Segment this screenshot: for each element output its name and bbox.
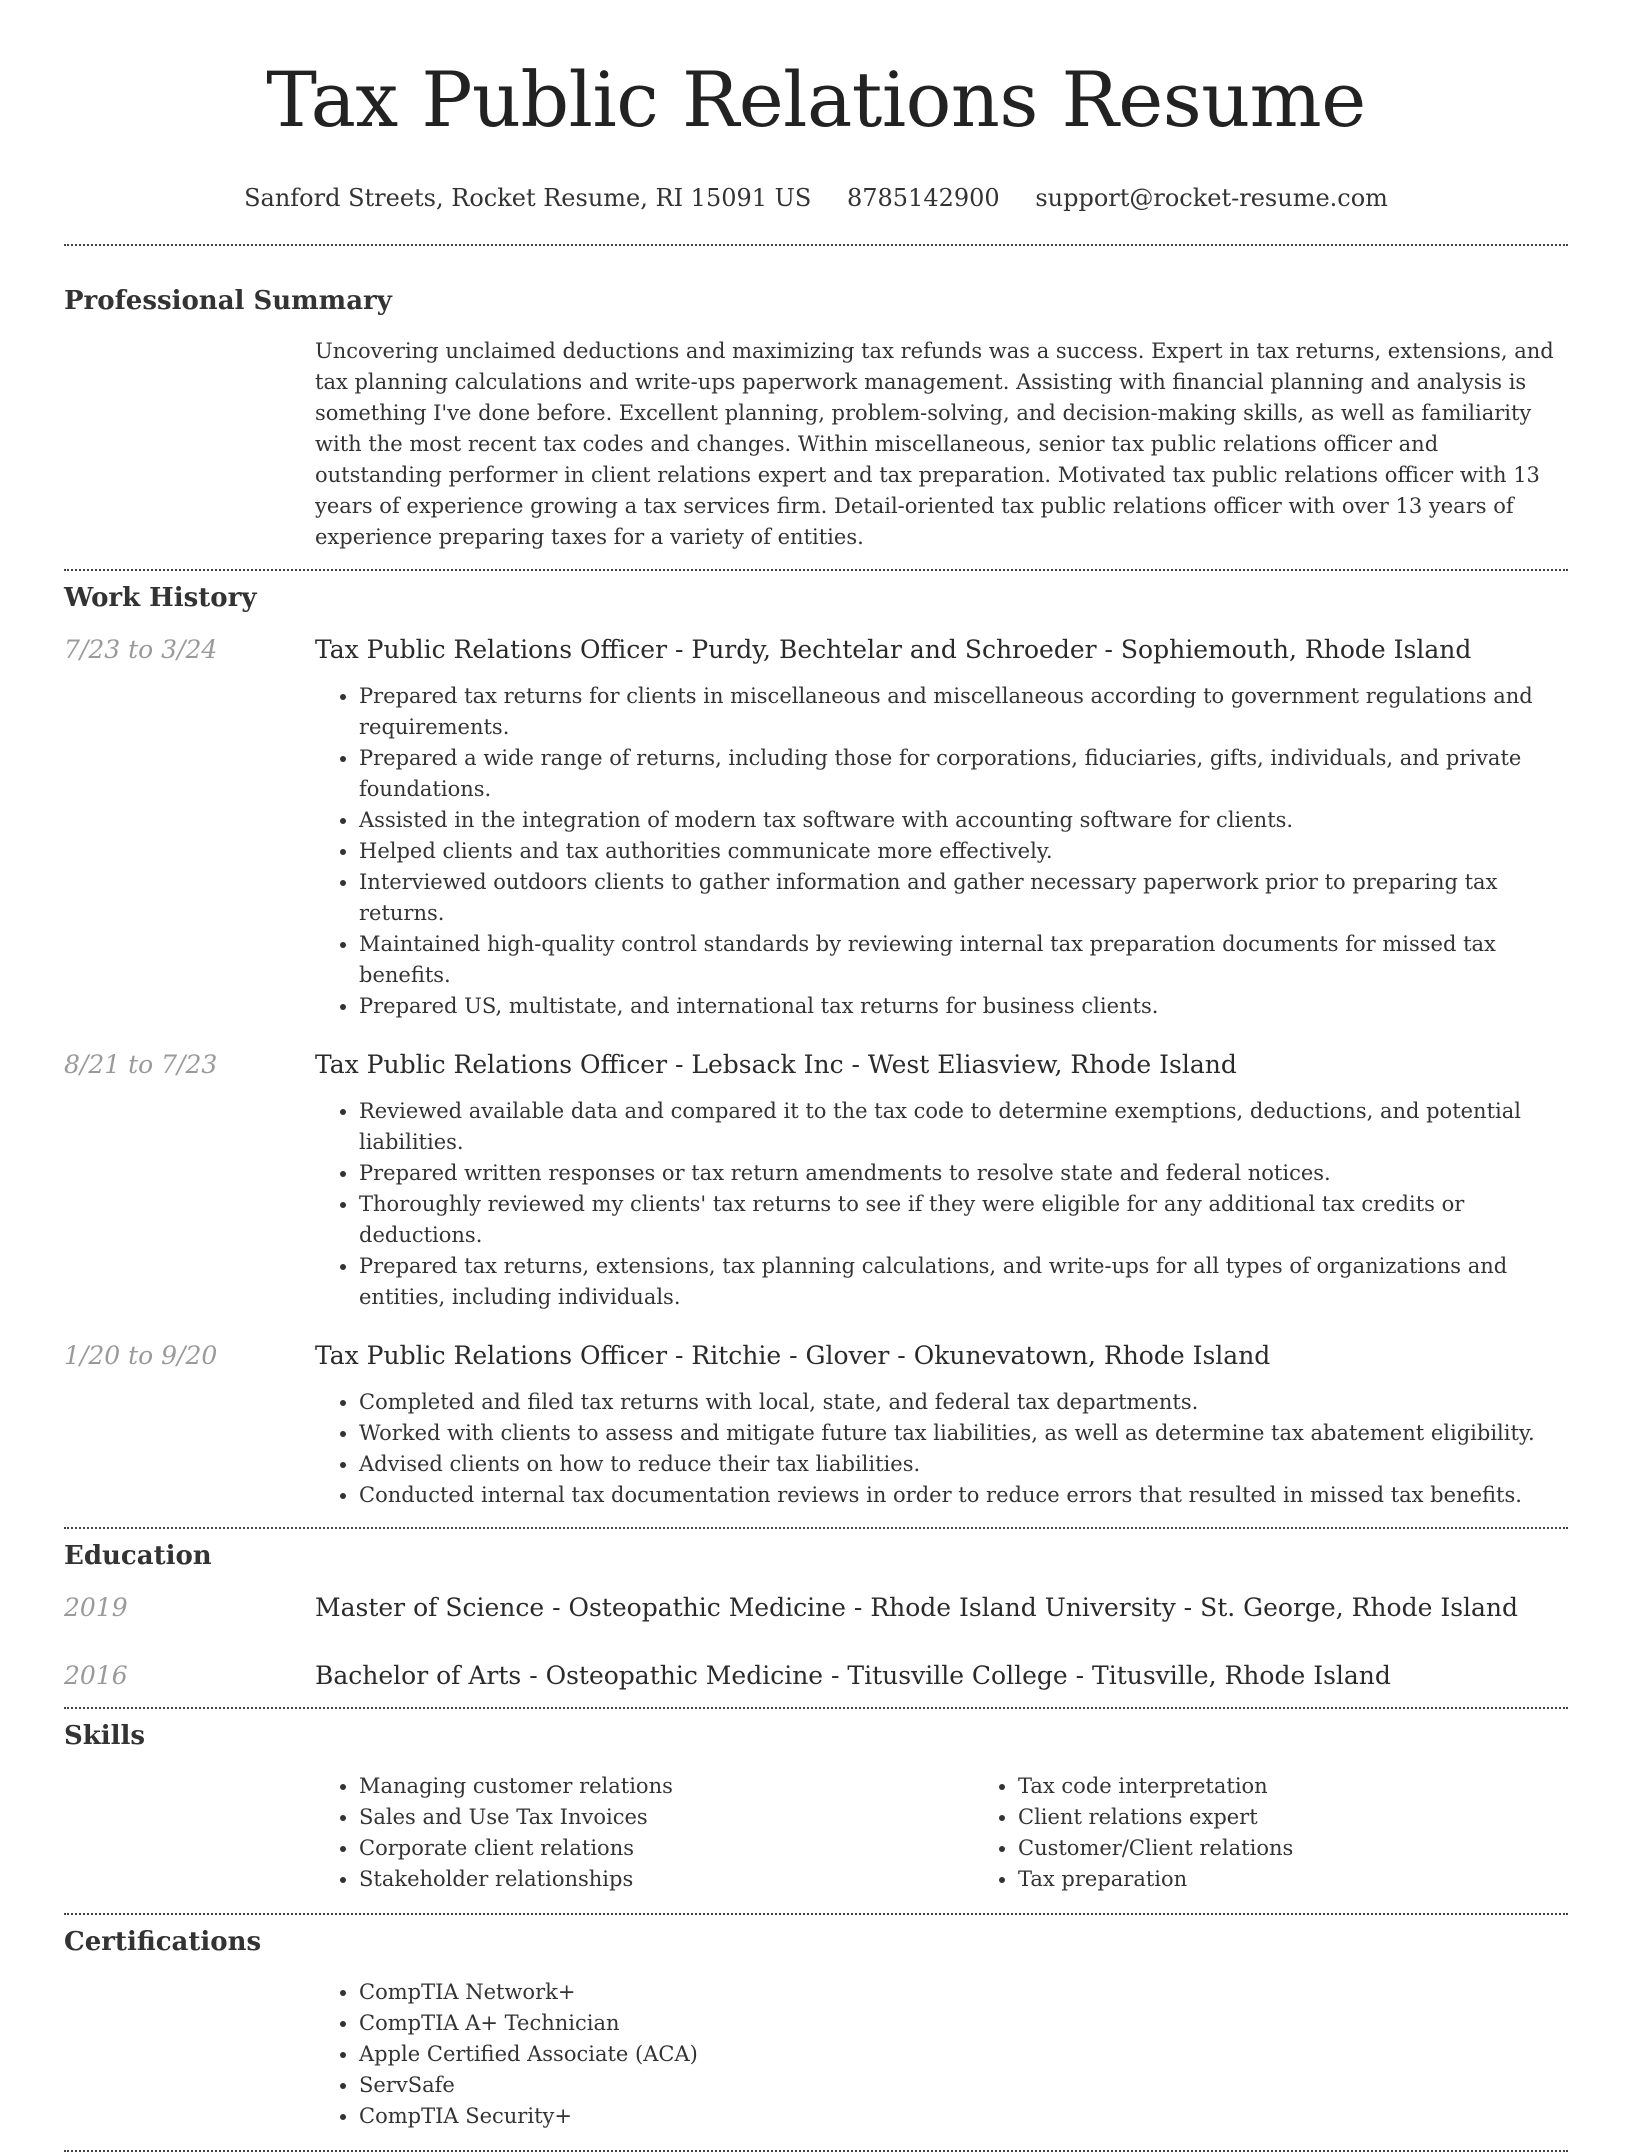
job-title: Tax Public Relations Officer - Lebsack Inc - West Eliasview, Rhode Island (315, 1050, 1237, 1079)
list-item: • Tax preparation (1018, 1864, 1632, 1895)
job-bullets (315, 1387, 1568, 1511)
list-item: • Prepared US, multistate, and international tax returns for business clients. (359, 991, 1568, 1022)
job-entry (64, 1048, 1568, 1313)
list-item: • CompTIA Network+ (359, 1977, 1568, 2008)
list-item: • Thoroughly reviewed my clients' tax returns to see if they were eligible for any additional tax credits or deductions. (359, 1189, 1568, 1251)
certifications-heading: Certifications (64, 1927, 262, 1957)
list-item: • Prepared tax returns for clients in miscellaneous and miscellaneous according to government regulations and requirements. (359, 681, 1568, 743)
job-dates: 7/23 to 3/24 (64, 635, 218, 664)
list-item: • Prepared a wide range of returns, including those for corporations, fiduciaries, gifts, individuals, and private foundations. (359, 743, 1568, 805)
job-entry (64, 1339, 1568, 1511)
education-degree: Bachelor of Arts - Osteopathic Medicine - Titusville College - Titusville, Rhode Island (315, 1661, 1391, 1690)
contact-address: Sanford Streets, Rocket Resume, RI 15091 US (244, 184, 812, 212)
list-item: • CompTIA Security+ (359, 2101, 1568, 2132)
list-item: • Prepared tax returns, extensions, tax planning calculations, and write-ups for all types of organizations and entities, including individuals. (359, 1251, 1568, 1313)
skills-heading: Skills (64, 1721, 146, 1751)
list-item: • Stakeholder relationships (359, 1864, 974, 1895)
job-title: Tax Public Relations Officer - Ritchie - Glover - Okunevatown, Rhode Island (315, 1341, 1271, 1370)
list-item: • Sales and Use Tax Invoices (359, 1802, 974, 1833)
certifications-list (315, 1977, 1568, 2132)
education-heading: Education (64, 1541, 212, 1571)
list-item: • Tax code interpretation (1018, 1771, 1632, 1802)
list-item: • Helped clients and tax authorities communicate more effectively. (359, 836, 1568, 867)
job-bullets (315, 1096, 1568, 1313)
list-item: • Reviewed available data and compared it to the tax code to determine exemptions, deductions, and potential liabilities. (359, 1096, 1568, 1158)
list-item: • ServSafe (359, 2070, 1568, 2101)
skills-list-right (974, 1771, 1632, 1895)
summary-heading: Professional Summary (64, 286, 392, 316)
list-item: • Advised clients on how to reduce their tax liabilities. (359, 1449, 1568, 1480)
education-degree: Master of Science - Osteopathic Medicine - Rhode Island University - St. George, Rhode Island (315, 1593, 1519, 1622)
list-item: • Client relations expert (1018, 1802, 1632, 1833)
list-item: • Interviewed outdoors clients to gather information and gather necessary paperwork prior to preparing tax returns. (359, 867, 1568, 929)
work-heading: Work History (64, 583, 257, 613)
education-entry (64, 1659, 1568, 1693)
skills-list-left (315, 1771, 974, 1895)
divider (64, 244, 1568, 246)
list-item: • CompTIA A+ Technician (359, 2008, 1568, 2039)
education-year: 2016 (64, 1661, 128, 1690)
divider (64, 1707, 1568, 1709)
list-item: • Corporate client relations (359, 1833, 974, 1864)
certifications-row (64, 1977, 1568, 2132)
contact-line (64, 182, 1568, 214)
job-title: Tax Public Relations Officer - Purdy, Bechtelar and Schroeder - Sophiemouth, Rhode Island (315, 635, 1472, 664)
job-dates: 1/20 to 9/20 (64, 1341, 218, 1370)
list-item: • Completed and filed tax returns with local, state, and federal tax departments. (359, 1387, 1568, 1418)
contact-phone: 8785142900 (846, 184, 1000, 212)
job-entry (64, 633, 1568, 1022)
summary-row (64, 336, 1568, 553)
education-year: 2019 (64, 1593, 128, 1622)
summary-text: Uncovering unclaimed deductions and maximizing tax refunds was a success. Expert in tax returns, extensions, and tax planning calculations and write-ups paperwork management. Assisting with financial planning and analysis is something I've done before. Excellent planning, problem-solving, and decision-making skills, as well as familiarity with the most recent tax codes and changes. Within miscellaneous, senior tax public relations officer and outstanding performer in client relations expert and tax preparation. Motivated tax public relations officer with 13 years of experience growing a tax services firm. Detail-oriented tax public relations officer with over 13 years of experience preparing taxes for a variety of entities. (315, 339, 1554, 549)
list-item: • Managing customer relations (359, 1771, 974, 1802)
list-item: • Apple Certified Associate (ACA) (359, 2039, 1568, 2070)
list-item: • Customer/Client relations (1018, 1833, 1632, 1864)
list-item: • Assisted in the integration of modern tax software with accounting software for clients. (359, 805, 1568, 836)
skills-row (64, 1771, 1568, 1895)
resume-title: Tax Public Relations Resume (266, 55, 1366, 144)
list-item: • Maintained high-quality control standards by reviewing internal tax preparation documents for missed tax benefits. (359, 929, 1568, 991)
list-item: • Conducted internal tax documentation reviews in order to reduce errors that resulted in missed tax benefits. (359, 1480, 1568, 1511)
divider (64, 1527, 1568, 1529)
contact-email: support@rocket-resume.com (1035, 184, 1388, 212)
divider (64, 1913, 1568, 1915)
job-dates: 8/21 to 7/23 (64, 1050, 218, 1079)
education-entry (64, 1591, 1568, 1625)
list-item: • Worked with clients to assess and mitigate future tax liabilities, as well as determine tax abatement eligibility. (359, 1418, 1568, 1449)
list-item: • Prepared written responses or tax return amendments to resolve state and federal notices. (359, 1158, 1568, 1189)
divider (64, 569, 1568, 571)
job-bullets (315, 681, 1568, 1022)
